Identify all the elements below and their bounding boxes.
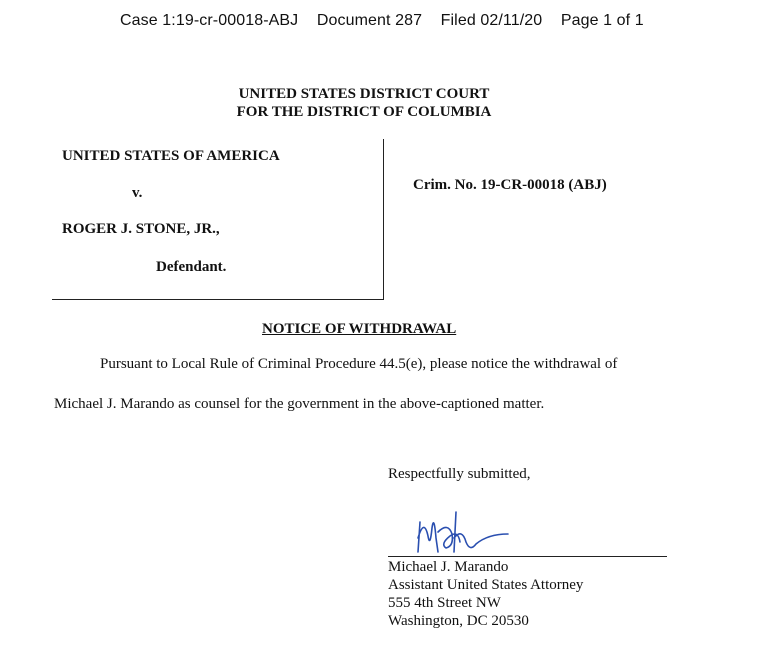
signer-name: Michael J. Marando [388, 559, 509, 575]
signature-line [388, 556, 667, 557]
handwritten-signature [412, 508, 512, 556]
header-document: Document 287 [316, 12, 423, 29]
header-case: Case 1:19-cr-00018-ABJ [120, 12, 299, 29]
body-line-1: Pursuant to Local Rule of Criminal Procedure 44.5(e), please notice the withdrawal of [100, 356, 618, 372]
signer-city: Washington, DC 20530 [388, 613, 529, 629]
notice-title: NOTICE OF WITHDRAWAL [262, 321, 457, 337]
header-filed: Filed 02/11/20 [440, 12, 543, 29]
court-name-line2: FOR THE DISTRICT OF COLUMBIA [236, 104, 492, 120]
caption-vertical-divider [383, 139, 384, 300]
ecf-header [120, 12, 658, 30]
court-name-line1: UNITED STATES DISTRICT COURT [238, 86, 490, 102]
caption-versus: v. [132, 185, 143, 201]
caption-plaintiff: UNITED STATES OF AMERICA [62, 148, 280, 164]
caption-bottom-rule [52, 299, 384, 300]
caption-defendant-role: Defendant. [156, 259, 227, 275]
body-line-2: Michael J. Marando as counsel for the government in the above-captioned matter. [54, 396, 545, 412]
closing-text: Respectfully submitted, [388, 466, 531, 482]
signer-street: 555 4th Street NW [388, 595, 501, 611]
header-page: Page 1 of 1 [560, 12, 644, 29]
caption-case-number: Crim. No. 19-CR-00018 (ABJ) [413, 177, 607, 193]
signer-title: Assistant United States Attorney [388, 577, 584, 593]
caption-defendant: ROGER J. STONE, JR., [62, 221, 220, 237]
